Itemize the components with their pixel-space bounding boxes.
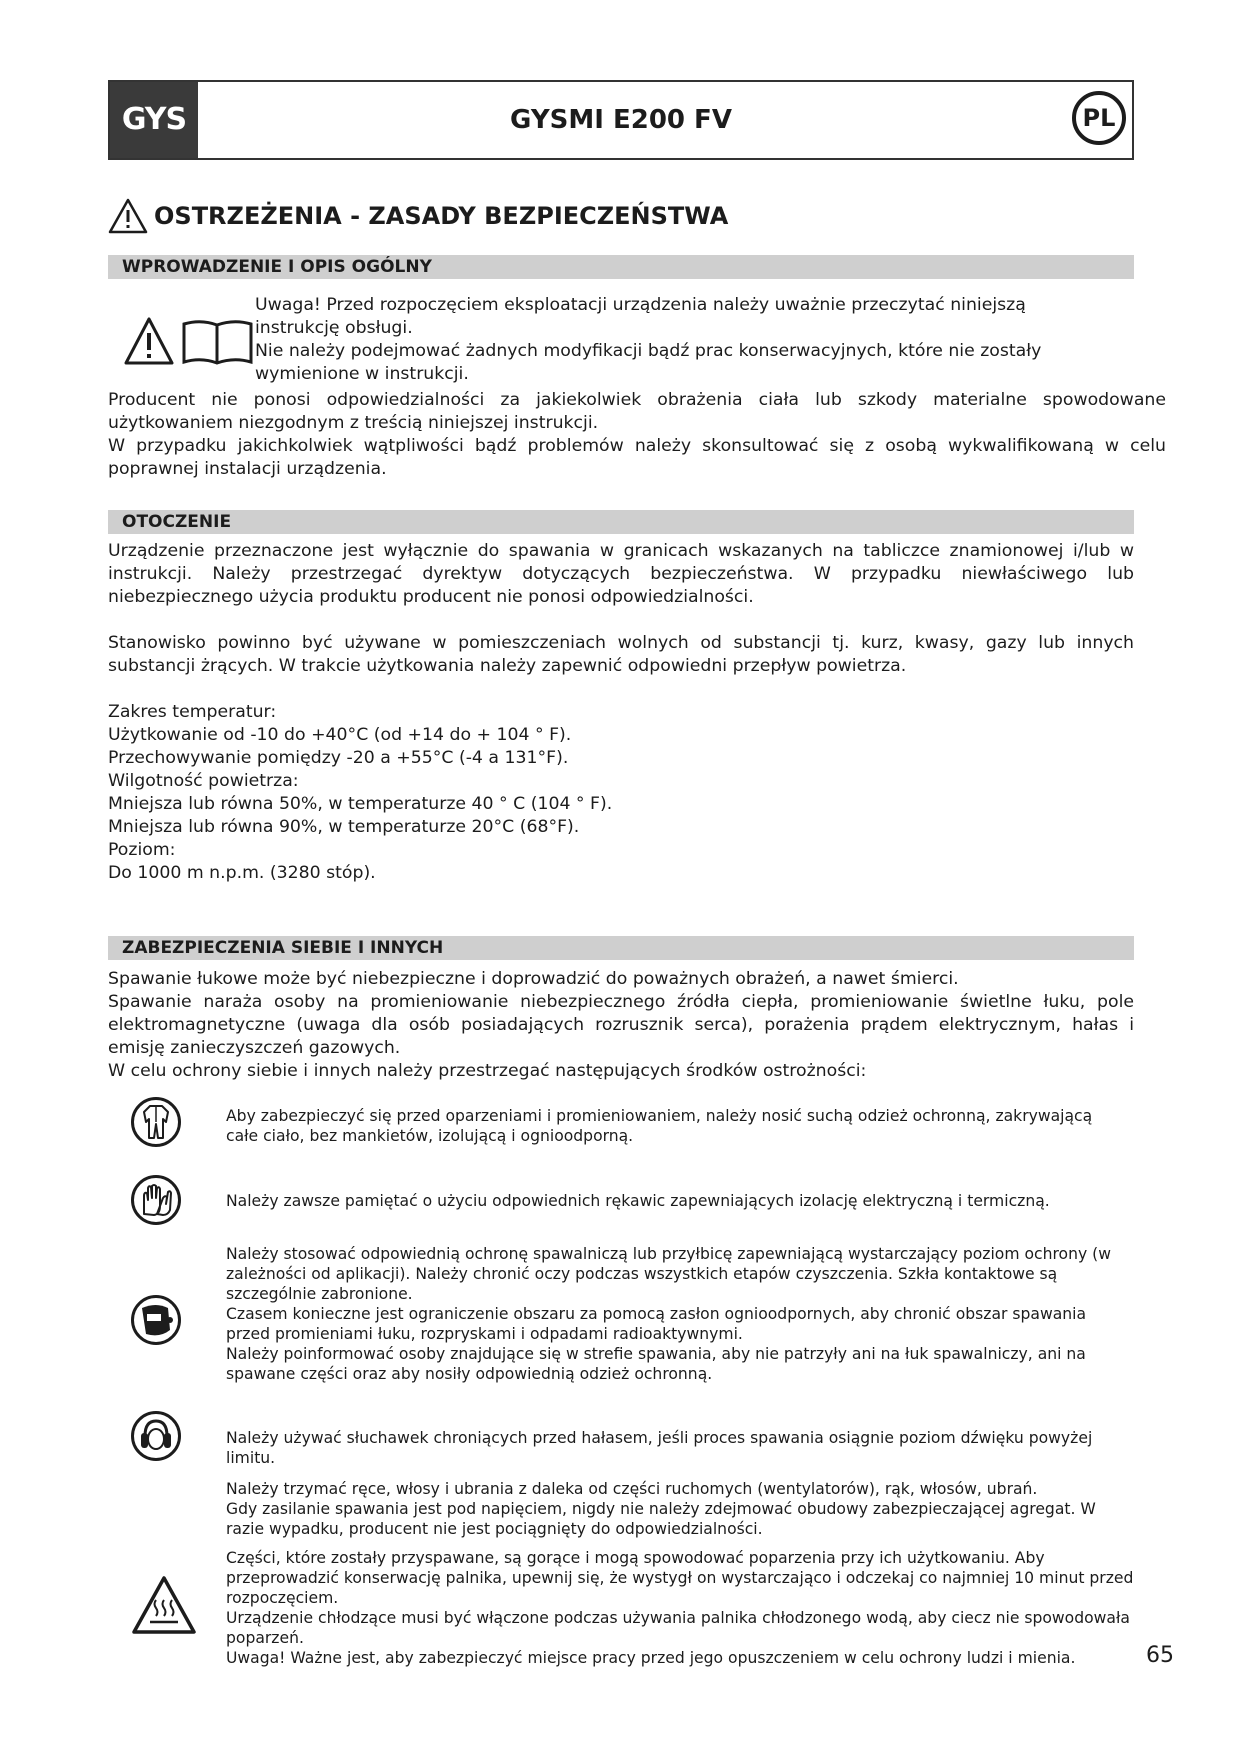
intro-consult-paragraph: W przypadku jakichkolwiek wątpliwości bądź problemów należy skonsultować się z osobą wykwalifikowaną w celu poprawnej instalacji urządzenia. xyxy=(108,436,1166,479)
gys-logo: GYS xyxy=(110,82,198,158)
protection-intro-line: Spawanie łukowe może być niebezpieczne i doprowadzić do poważnych obrażeń, a nawet śmierci. xyxy=(108,969,959,989)
spec-line: Poziom: xyxy=(108,840,176,860)
hot-parts-text: Urządzenie chłodzące musi być włączone podczas używania palnika chłodzonego wodą, aby ciecz nie spowodowała poparzeń. xyxy=(226,1609,1130,1647)
environment-workplace-paragraph: Stanowisko powinno być używane w pomieszczeniach wolnych od substancji tj. kurz, kwasy, gazy lub innych substancji żrących. W trakcie użytkowania należy zapewnić odpowiedni przepływ powietrza. xyxy=(108,633,1134,676)
hot-parts-text: Uwaga! Ważne jest, aby zabezpieczyć miejsce pracy przed jego opuszczeniem w celu ochrony ludzi i mienia. xyxy=(226,1649,1076,1667)
page-header xyxy=(108,80,1134,160)
moving-parts-text: Gdy zasilanie spawania jest pod napięciem, nigdy nie należy zdejmować obudowy zabezpieczającej agregat. W razie wypadku, producent nie jest pociągnięty do odpowiedzialności. xyxy=(226,1500,1096,1538)
protective-clothing-icon xyxy=(130,1096,182,1148)
hearing-protection-icon xyxy=(130,1410,182,1462)
spec-line: Przechowywanie pomiędzy -20 a +55°C (-4 a 131°F). xyxy=(108,748,569,768)
gloves-icon xyxy=(130,1174,182,1226)
hearing-text: Należy używać słuchawek chroniących przed hałasem, jeśli proces spawania osiągnie poziom dźwięku powyżej limitu. xyxy=(226,1429,1093,1467)
hot-parts-text: Części, które zostały przyspawane, są gorące i mogą spowodować poparzenia przy ich użytkowaniu. Aby przeprowadzić konserwację palnika, upewnij się, że wystygł on wystarczająco i odczekaj co najmniej 10 minut przed rozpoczęciem. xyxy=(226,1549,1134,1607)
environment-usage-paragraph: Urządzenie przeznaczone jest wyłącznie do spawania w granicach wskazanych na tabliczce znamionowej i/lub w instrukcji. Należy przestrzegać dyrektyw dotyczących bezpieczeństwa. W przypadku niewłaściwego lub niebezpiecznego użycia produktu producent nie ponosi odpowiedzialności. xyxy=(108,541,1134,607)
section-title-environment: OTOCZENIE xyxy=(108,510,1134,534)
welding-mask-icon xyxy=(130,1294,182,1346)
intro-paragraphs xyxy=(108,389,1166,481)
intro-warning-no-modifications: Nie należy podejmować żadnych modyfikacji bądź prac konserwacyjnych, które nie zostały wymienione w instrukcji. xyxy=(255,341,1042,384)
spec-line: Wilgotność powietrza: xyxy=(108,771,299,791)
moving-parts-text: Należy trzymać ręce, włosy i ubrania z daleka od części ruchomych (wentylatorów), rąk, włosów, ubrań. xyxy=(226,1480,1038,1498)
main-heading-text: OSTRZEŻENIA - ZASADY BEZPIECZEŃSTWA xyxy=(154,202,729,230)
warning-triangle-icon xyxy=(108,198,148,234)
environment-paragraphs xyxy=(108,540,1134,885)
gloves-text-block xyxy=(226,1191,1126,1211)
clothing-text: Aby zabezpieczyć się przed oparzeniami i promieniowaniem, należy nosić suchą odzież ochronną, zakrywającą całe ciało, bez mankietów, izolującą i ognioodporną. xyxy=(226,1107,1093,1145)
face-text-block xyxy=(226,1244,1126,1384)
intro-icon-text xyxy=(255,294,1115,386)
spec-line: Do 1000 m n.p.m. (3280 stóp). xyxy=(108,863,376,883)
section-title-intro: WPROWADZENIE I OPIS OGÓLNY xyxy=(108,255,1134,279)
hearing-text-block xyxy=(226,1428,1146,1468)
page-number: 65 xyxy=(1146,1643,1174,1668)
clothing-text-block xyxy=(226,1106,1126,1146)
gloves-text: Należy zawsze pamiętać o użyciu odpowiednich rękawic zapewniających izolację elektryczną i termiczną. xyxy=(226,1192,1050,1210)
face-protection-text: Czasem konieczne jest ograniczenie obszaru za pomocą zasłon ognioodpornych, aby chronić obszar spawania przed promieniami łuku, rozpryskami i odpadami radioaktywnymi. xyxy=(226,1305,1087,1343)
protection-intro xyxy=(108,968,1134,1083)
intro-liability-paragraph: Producent nie ponosi odpowiedzialności za jakiekolwiek obrażenia ciała lub szkody materialne spowodowane użytkowaniem niezgodnym z treścią niniejszej instrukcji. xyxy=(108,390,1166,433)
protection-intro-line: W celu ochrony siebie i innych należy przestrzegać następujących środków ostrożności: xyxy=(108,1061,867,1081)
document-title: GYSMI E200 FV xyxy=(510,105,732,135)
face-protection-text: Należy stosować odpowiednią ochronę spawalniczą lub przyłbicę zapewniającą wystarczający poziom ochrony (w zależności od aplikacji). Należy chronić oczy podczas wszystkich etapów czyszczenia. Szkła kontaktowe są szczególnie zabronione. xyxy=(226,1245,1112,1303)
spec-line: Mniejsza lub równa 90%, w temperaturze 20°C (68°F). xyxy=(108,817,580,837)
hot-parts-text-block xyxy=(226,1548,1156,1668)
section-title-protection: ZABEZPIECZENIA SIEBIE I INNYCH xyxy=(108,936,1134,960)
warning-manual-icon xyxy=(124,316,260,368)
hot-surface-warning-icon xyxy=(130,1574,198,1636)
spec-line: Użytkowanie od -10 do +40°C (od +14 do + 104 ° F). xyxy=(108,725,572,745)
moving-parts-text-block xyxy=(226,1479,1126,1539)
intro-warning-read-manual: Uwaga! Przed rozpoczęciem eksploatacji urządzenia należy uważnie przeczytać niniejszą instrukcję obsługi. xyxy=(255,295,1026,338)
spec-line: Zakres temperatur: xyxy=(108,702,277,722)
face-protection-text: Należy poinformować osoby znajdujące się w strefie spawania, aby nie patrzyły ani na łuk spawalniczy, ani na spawane części oraz aby nosiły odpowiednią odzież ochronną. xyxy=(226,1345,1086,1383)
main-heading xyxy=(108,196,728,236)
spec-line: Mniejsza lub równa 50%, w temperaturze 40 ° C (104 ° F). xyxy=(108,794,613,814)
environment-specs xyxy=(108,701,1134,885)
protection-intro-line: Spawanie naraża osoby na promieniowanie niebezpiecznego źródła ciepła, promieniowanie świetlne łuku, pole elektromagnetyczne (uwaga dla osób posiadających rozrusznik serca), porażenia prądem elektrycznym, hałas i emisję zanieczyszczeń gazowych. xyxy=(108,992,1134,1058)
language-badge: PL xyxy=(1072,91,1126,145)
